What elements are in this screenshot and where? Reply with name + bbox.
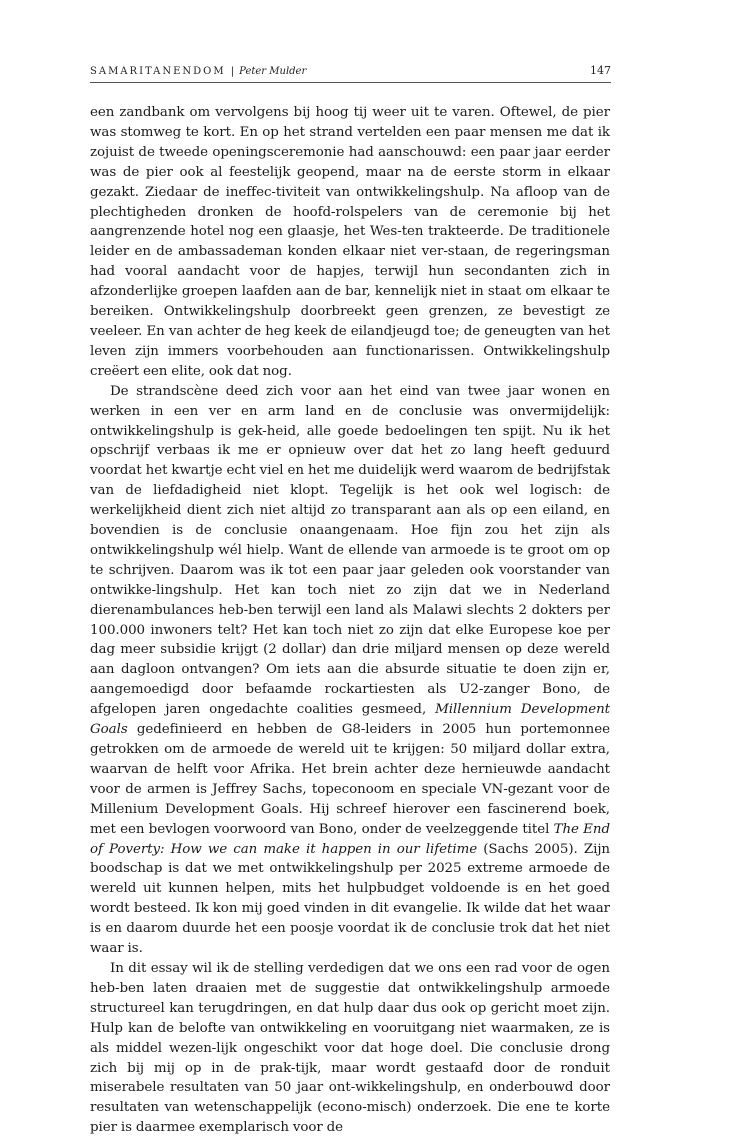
italic-title-mdg: Millennium Development Goals [90,702,611,738]
running-header [90,64,611,78]
author-name: Peter Mulder [239,66,307,77]
running-title: SAMARITANENDOM [90,66,226,77]
running-header-left [90,65,306,77]
text-segment: gedefinieerd en hebben de G8-leiders in 2005 hun portemonnee getrokken om de armoede de wereld uit te krijgen: 50 miljard dollar extra, waarvan de helft voor Afrika. Het brein achter deze hernieuwde aandacht voor de armen is Jeffrey Sachs, topeconoom en speciale VN-gezant voor de Millenium Development Goals. Hij schreef hierover een fascinerend boek, met een bevlogen voorwoord van Bono, onder de veelzeggende titel [90,722,610,837]
body-text [90,103,610,1138]
header-separator: | [230,65,235,77]
italic-book-title: The End of Poverty: How we can make it happen in our lifetime [90,821,610,857]
paragraph [90,959,610,1138]
text-segment: De strandscène deed zich voor aan het eind van twee jaar wonen en werken in een ver en arm land en de conclusie was onvermijdelijk: ontwikkelingshulp is gek-heid, alle goede bedoelingen ten spijt. Nu ik het opschrijf verbaas ik me er opnieuw over dat het zo lang heeft geduurd voordat het kwartje echt viel en het me duidelijk werd waarom de bedrijfstak van de liefdadigheid niet klopt. Tegelijk is het ook wel logisch: de werkelijkheid dient zich niet altijd zo transparant aan als op een eiland, en bovendien is de conclusie onaangenaam. Hoe fijn zou het zijn als ontwikkelingshulp wél hielp. Want de ellende van armoede is te groot om op te schrijven. Daarom was ik tot een paar jaar geleden ook voorstander van ontwikke-lingshulp. Het kan toch niet zo zijn dat we in Nederland dierenambulances heb-ben terwijl een land als Malawi slechts 2 dokters per 100.000 inwoners telt? Het kan toch niet zo zijn dat elke Europese koe per dag meer subsidie krijgt (2 dollar) dan drie miljard mensen op deze wereld aan dagloon ontvangen? Om iets aan die absurde situatie te doen zijn er, aangemoedigd door befaamde rockartiesten als U2-zanger Bono, de afgelopen jaren ongedachte coalities gesmeed, [90,383,610,718]
paragraph [90,103,610,382]
text-segment: In dit essay wil ik de stelling verdedigen dat we ons een rad voor de ogen heb-ben laten draaien met de suggestie dat ontwikkelingshulp armoede structureel kan terugdringen, en dat hulp daar dus ook op gericht moet zijn. Hulp kan de belofte van ontwikkeling en vooruitgang niet waarmaken, ze is als middel wezen-lijk ongeschikt voor dat hoge doel. Die conclusie drong zich bij mij op in de prak-tijk, maar wordt gestaafd door de ronduit miserabele resultaten van 50 jaar ont-wikkelingshulp, en onderbouwd door resultaten van wetenschappelijk (econo-misch) onderzoek. Die ene te korte pier is daarmee exemplarisch voor de [90,960,610,1136]
text-segment: (Sachs 2005). Zijn boodschap is dat we met ontwikkelingshulp per 2025 extreme armoede de wereld uit kunnen helpen, mits het hulpbudget voldoende is en het goed wordt besteed. Ik kon mij goed vinden in dit evangelie. Ik wilde dat het waar is en daarom duurde het een poosje voordat ik de conclusie trok dat het niet waar is. [90,841,611,957]
paragraph [90,382,610,959]
text-segment: een zandbank om vervolgens bij hoog tij weer uit te varen. Oftewel, de pier was stomweg te kort. En op het strand vertelden een paar mensen me dat ik zojuist de tweede openingsceremonie had aanschouwd: een paar jaar eerder was de pier ook al feestelijk geopend, maar na de eerste storm in elkaar gezakt. Ziedaar de ineffec-tiviteit van ontwikkelingshulp. Na afloop van de plechtigheden dronken de hoofd-rolspelers van de ceremonie bij het aangrenzende hotel nog een glaasje, het Wes-ten trakteerde. De traditionele leider en de ambassademan konden elkaar niet ver-staan, de regeringsman had vooral aandacht voor de hapjes, terwijl hun secondanten zich in afzonderlijke groepen laafden aan de bar, kennelijk niet in staat om elkaar te bereiken. Ontwikkelingshulp doorbreekt geen grenzen, ze bevestigt ze veeleer. En van achter de heg keek de eilandjeugd toe; de geneugten van het leven zijn immers voorbehouden aan functionarissen. Ontwikkelingshulp creëert een elite, ook dat nog. [90,105,610,379]
page-number: 147 [590,64,611,77]
header-rule [90,82,611,83]
